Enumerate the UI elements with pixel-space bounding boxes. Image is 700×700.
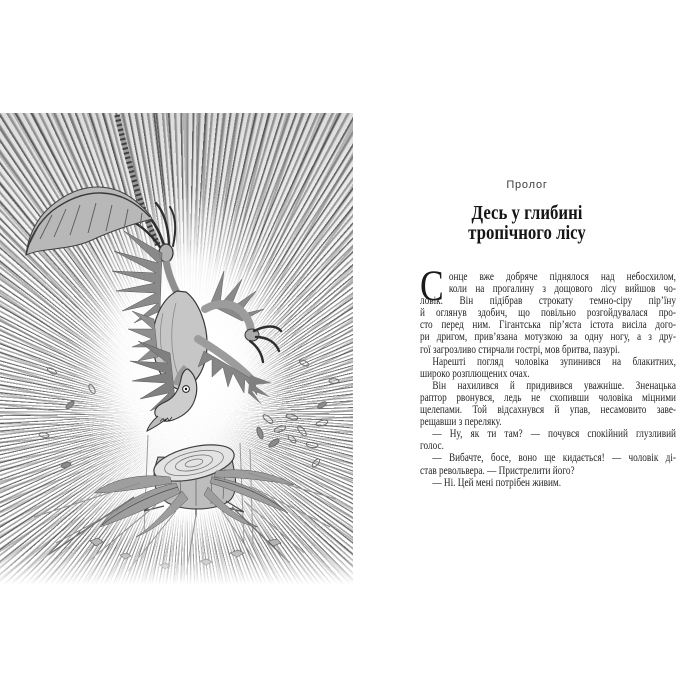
text-line: щелепами. Той відсахнувся й упав, несамовито заве- [420,404,676,417]
text-line: став револьвера. — Пристрелити його? [420,464,575,477]
text-line: сто перед ним. Гігантська пір’яста істота висіла дого- [420,319,676,332]
paragraph [420,356,676,380]
text-line: ри дригом, прив’язана мотузкою за одну ногу, а з дру- [420,331,676,344]
text-line: широко розплющених очах. [420,367,530,380]
chapter-text [420,263,676,489]
text-line: — Ну, як ти там? — почувся спокійний глузливий [432,428,676,441]
text-line: голос. [420,440,444,453]
illustration-bottom-fade [0,548,353,590]
chapter-title-line2: тропічного лісу [468,222,586,245]
text-line: рещавши з переляку. [420,416,502,429]
paragraph [420,477,676,489]
text-line: коли на прогалину з дощового лісу вийшов чо- [448,283,676,296]
chapter-title [419,203,634,244]
text-line: — Вибачте, босе, воно ще кидається! — чоловік ді- [432,452,676,465]
chapter-title-line1: Десь у глибині [471,202,583,224]
prologue-label: Пролог [506,179,548,191]
text-line: гої загрозливо стирчали гострі, мов бритва, пазурі. [420,343,620,356]
drop-cap: С [420,263,444,310]
paragraph [420,428,676,452]
text-line: Він нахилився й придивився уважніше. Зненацька [432,379,676,392]
text-line: раптор рвонувся, ледь не схопивши чоловіка міцними [420,391,676,404]
text-line: Нарешті погляд чоловіка зупинився на блакитних, [432,355,676,368]
raptor-illustration [0,113,353,589]
text-line: ловік. Він підібрав строкату темно-сіру пір’їну [420,295,676,308]
text-line: онце вже добряче піднялося над небосхилом, [448,271,676,283]
paragraph [420,380,676,428]
paragraph [420,263,676,356]
text-line: й оглянув здобич, що повільно розгойдувалася про- [420,307,676,320]
paragraph [420,452,676,476]
raptor-drawing [0,113,353,589]
text-line: — Ні. Цей мені потрібен живим. [432,476,562,489]
